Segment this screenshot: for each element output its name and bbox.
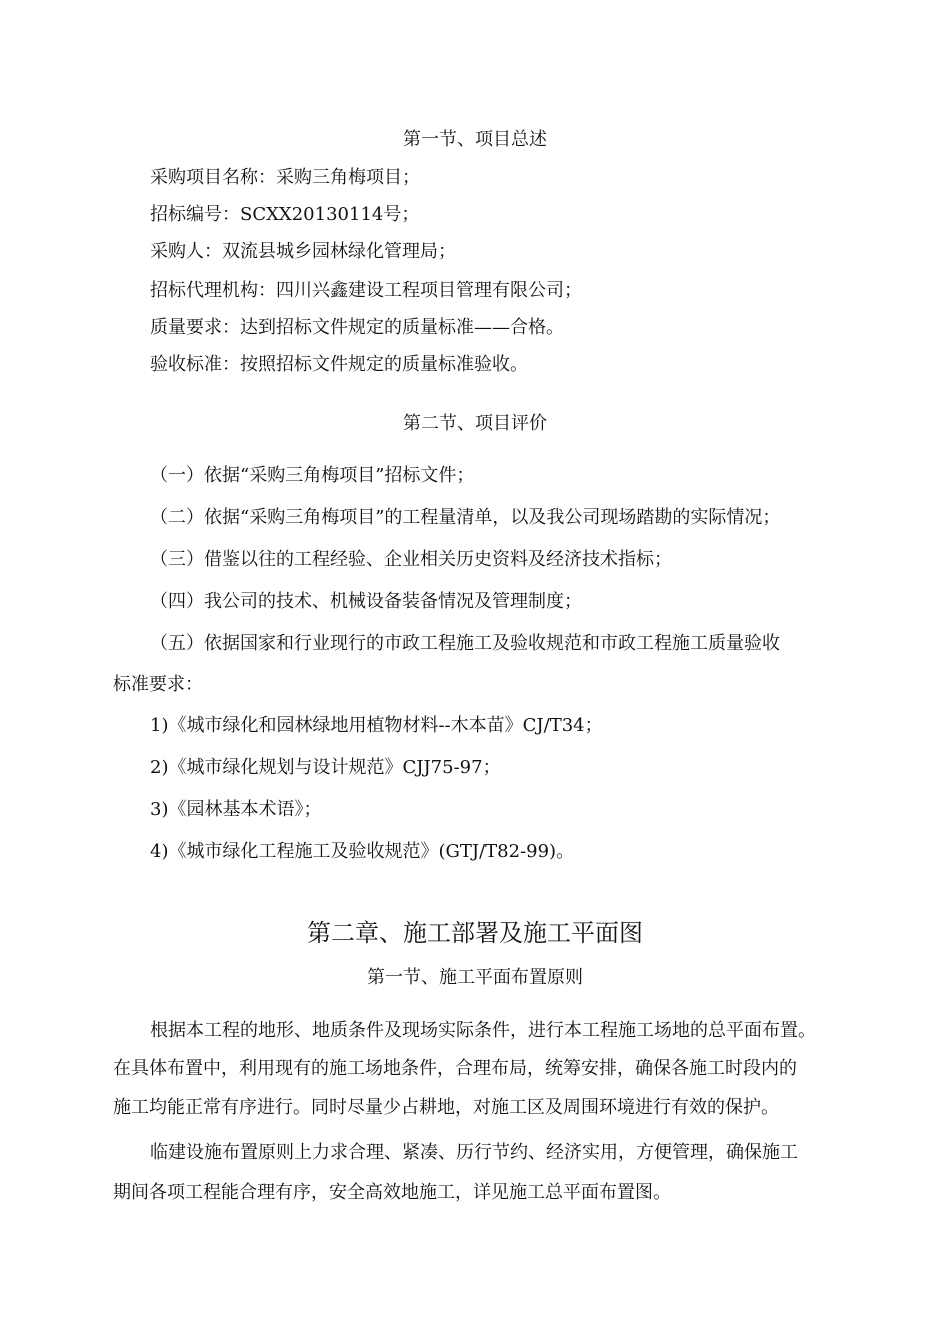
tender-agency: 招标代理机构：四川兴鑫建设工程项目管理有限公司； (150, 280, 582, 301)
standard-3: 3)《园林基本术语》； (150, 799, 322, 820)
section2-heading: 第二节、项目评价 (403, 413, 547, 434)
section1-heading: 第一节、项目总述 (403, 129, 547, 150)
acceptance-standard: 验收标准：按照招标文件规定的质量标准验收。 (150, 354, 528, 375)
quality-requirement: 质量要求：达到招标文件规定的质量标准——合格。 (150, 317, 564, 338)
basis-item-5: （五）依据国家和行业现行的市政工程施工及验收规范和市政工程施工质量验收 (150, 633, 780, 654)
basis-item-2: （二）依据“采购三角梅项目”的工程量清单，以及我公司现场踏勘的实际情况； (150, 507, 781, 528)
standard-4: 4)《城市绿化工程施工及验收规范》(GTJ/T82-99)。 (150, 841, 575, 862)
basis-item-3: （三）借鉴以往的工程经验、企业相关历史资料及经济技术指标； (150, 549, 672, 570)
standard-1: 1)《城市绿化和园林绿地用植物材料--木本苗》CJ/T34； (150, 715, 603, 736)
procurement-project-name: 采购项目名称：采购三角梅项目； (150, 167, 420, 188)
standard-2: 2)《城市绿化规划与设计规范》CJJ75-97； (150, 757, 501, 778)
purchaser: 采购人：双流县城乡园林绿化管理局； (150, 241, 456, 262)
basis-item-1: （一）依据“采购三角梅项目”招标文件； (150, 465, 475, 486)
paragraph1-line2: 在具体布置中，利用现有的施工场地条件，合理布局，统筹安排，确保各施工时段内的 (113, 1058, 797, 1079)
basis-item-4: （四）我公司的技术、机械设备装备情况及管理制度； (150, 591, 582, 612)
paragraph2-line2: 期间各项工程能合理有序，安全高效地施工，详见施工总平面布置图。 (113, 1182, 671, 1203)
chapter2-title: 第二章、施工部署及施工平面图 (307, 919, 643, 947)
tender-number: 招标编号：SCXX20130114号； (150, 204, 420, 225)
basis-item-5-continued: 标准要求： (113, 674, 203, 695)
paragraph1-line3: 施工均能正常有序进行。同时尽量少占耕地，对施工区及周围环境进行有效的保护。 (113, 1097, 779, 1118)
paragraph2-line1: 临建设施布置原则上力求合理、紧凑、历行节约、经济实用，方便管理，确保施工 (150, 1142, 798, 1163)
chapter2-section-heading: 第一节、施工平面布置原则 (367, 967, 583, 988)
paragraph1-line1: 根据本工程的地形、地质条件及现场实际条件，进行本工程施工场地的总平面布置。 (150, 1020, 816, 1041)
